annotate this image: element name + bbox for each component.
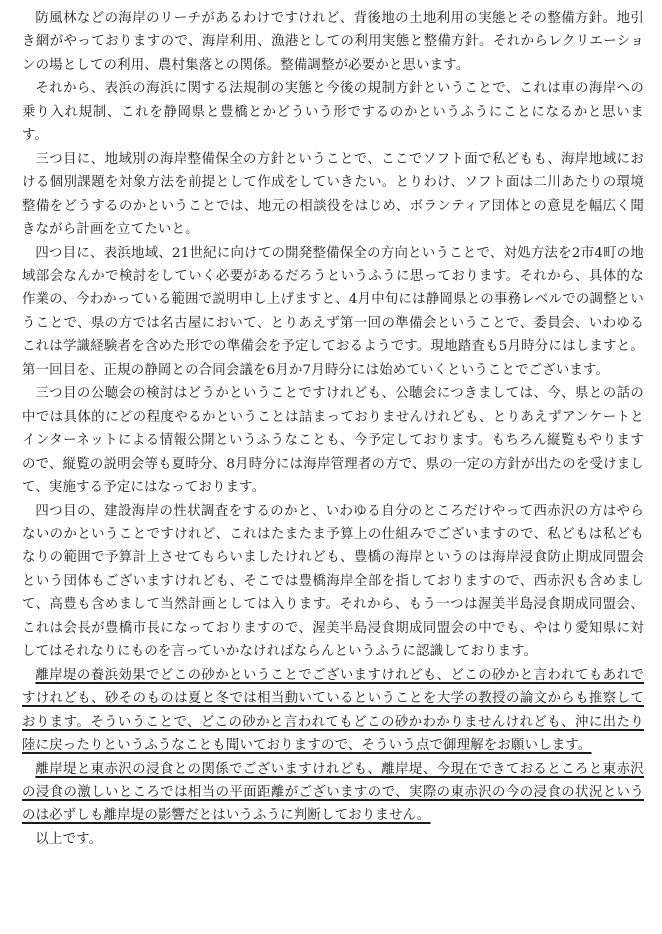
paragraph-3 — [22, 148, 644, 242]
paragraph-5-text: 三つ目の公聴会の検討はどうかということですけれども、公聴会につきましては、今、県との話の中では具体的にどの程度やるかということは詰まっておりませんけれども、とりあえずアンケートとインターネットによる情報公開というふうなことも、今予定しております。もちろん縦覧もやりますので、縦覧の説明会等も夏時分、8月時分には海岸管理者の方で、県の一定の方針が出たのを受けまして、実施する予定にはなっております。 — [22, 386, 644, 496]
paragraph-7-text: 離岸堤の養浜効果でどこの砂かということでございますけれども、どこの砂かと言われてもあれですけれども、砂そのものは夏と冬では相当動いているということを大学の教授の論文からも推察しております。そういうことで、どこの砂かと言われてもどこの砂かわかりませんけれども、沖に出たり陸に戻ったりというふうなことも聞いておりますので、そういう点で御理解をお願いします。 — [22, 667, 644, 754]
paragraph-4 — [22, 242, 644, 383]
paragraph-8-underlined — [22, 758, 644, 828]
paragraph-5 — [22, 382, 644, 499]
paragraph-4-text: 四つ目に、表浜地域、21世紀に向けての開発整備保全の方向ということで、対処方法を2市4町の地域部会なんかで検討をしていく必要があるだろうというふうに思っております。それから、具体的な作業の、今わかっている範囲で説明申し上げますと、4月中旬には静岡県との事務レベルでの調整ということで、県の方では名古屋において、とりあえず第一回の準備会ということで、委員会、いわゆるこれは学識経験者を含めた形での準備会を予定しておるようです。現地踏査も5月時分にはしますと。第一回目を、正規の静岡との合同会議を6月か7月時分には始めていくということでございます。 — [22, 245, 644, 378]
paragraph-1 — [22, 7, 644, 77]
document-page — [22, 7, 644, 851]
paragraph-8-text: 離岸堤と東赤沢の浸食との関係でございますけれども、離岸堤、今現在できておるところと東赤沢の浸食の激しいところでは相当の平面距離がございますので、実際の東赤沢の今の浸食の状況というのは必ずしも離岸堤の影響だとはいうふうに判断しておりません。 — [22, 761, 644, 824]
paragraph-3-text: 三つ目に、地域別の海岸整備保全の方針ということで、ここでソフト面で私どもも、海岸地域における個別課題を対象方法を前提として作成をしていきたい。とりわけ、ソフト面は二川あたりの環境整備をどうするのかということでは、地元の相談役をはじめ、ボランティア団体との意見を幅広く聞きながら計画を立てたいと。 — [22, 151, 644, 238]
paragraph-2 — [22, 77, 644, 147]
paragraph-1-text: 防風林などの海岸のリーチがあるわけですけれど、背後地の土地利用の実態とその整備方針。地引き網がやっておりますので、海岸利用、漁港としての利用実態と整備方針。それからレクリエーションの場としての利用、農村集落との関係。整備調整が必要かと思います。 — [22, 11, 644, 73]
paragraph-6 — [22, 500, 644, 664]
paragraph-6-text: 四つ目の、建設海岸の性状調査をするのかと、いわゆる自分のところだけやって西赤沢の方はやらないのかということですけれど、これはたまたま予算上の仕組みでございますので、私どもは私どもなりの範囲で予算計上させてもらいましたけれども、豊橋の海岸というのは海岸浸食防止期成同盟会という団体もございますけれども、そこでは豊橋海岸全部を指しておりますので、西赤沢も含めまして、高豊も含めまして当然計画としては入ります。それから、もう一つは渥美半島浸食期成同盟会、これは会長が豊橋市長になっておりますので、渥美半島浸食期成同盟会の中でも、やはり愛知県に対してはそれなりにものを言っていかなければならんというふうに認識しております。 — [22, 503, 644, 660]
paragraph-7-underlined — [22, 664, 644, 758]
paragraph-2-text: それから、表浜の海浜に関する法規制の実態と今後の規制方針ということで、これは車の海岸への乗り入れ規制、これを静岡県と豊橋とかどういう形でするのかというふうにことになるかと思います。 — [22, 81, 644, 144]
closing-remark: 以上です。 — [35, 831, 103, 847]
